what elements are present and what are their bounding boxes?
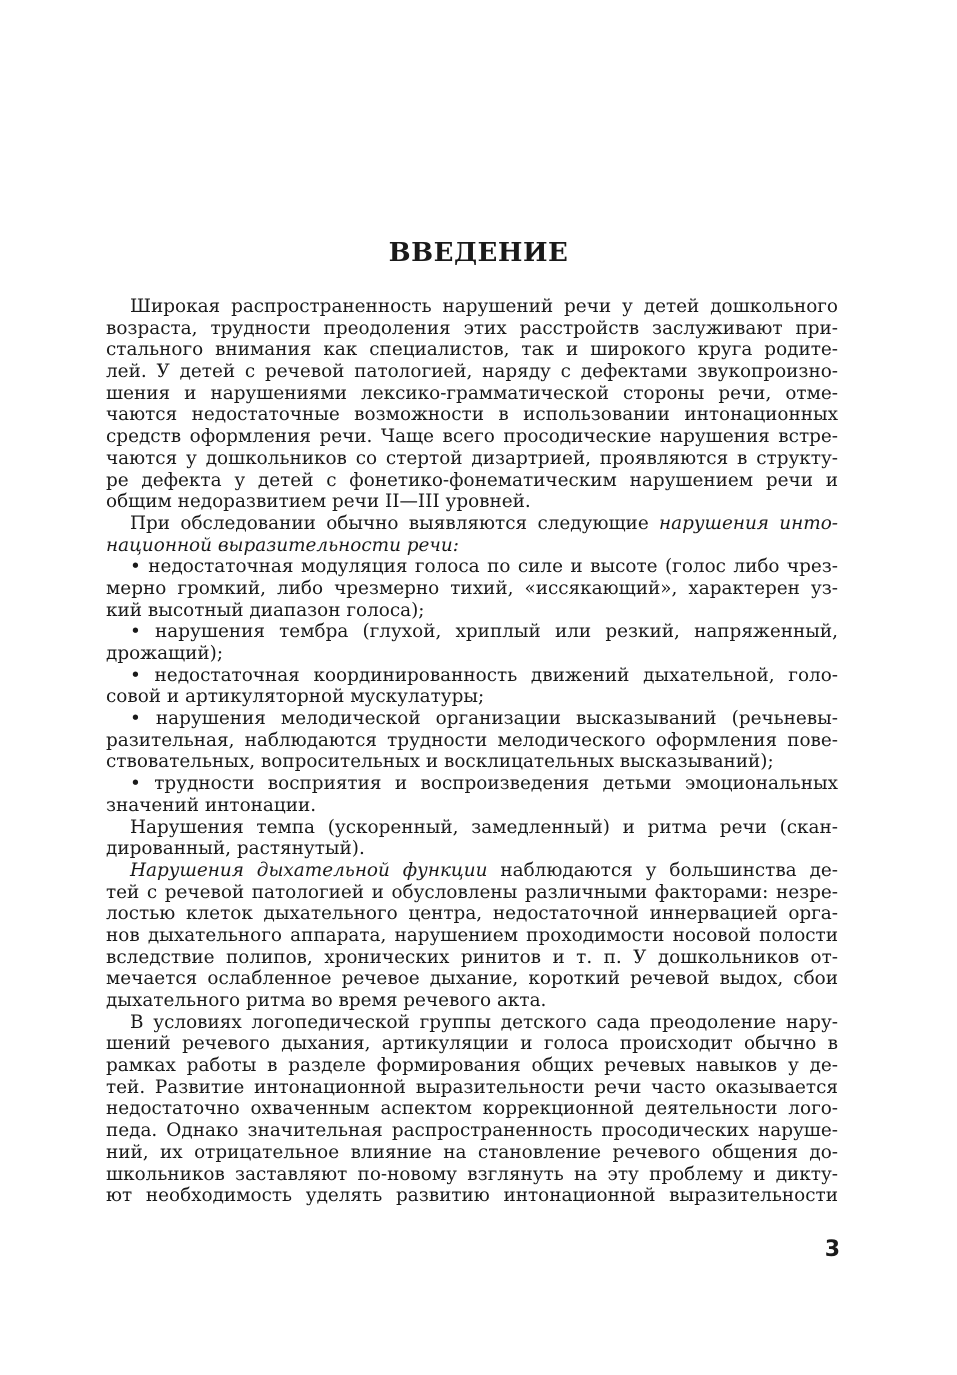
page-number: 3 <box>824 1237 840 1262</box>
text-line <box>106 513 838 535</box>
text-line: чаются у дошкольников со стертой дизартрией, проявляются в структу- <box>106 447 838 469</box>
text-line: ре дефекта у детей с фонетико-фонематическим нарушением речи и <box>106 469 838 491</box>
text-line: чаются недостаточные возможности в использовании интонационных <box>106 404 838 426</box>
text-line: ствовательных, вопросительных и восклицательных высказываний); <box>106 751 774 773</box>
text-line: разительная, наблюдаются трудности мелодического оформления пове- <box>106 729 838 751</box>
text-line: совой и артикуляторной мускулатуры; <box>106 686 485 708</box>
text-run: При обследовании обычно выявляются следующие <box>130 512 660 534</box>
text-line: дыхательного ритма во время речевого акта. <box>106 990 547 1011</box>
text-line: национной выразительности речи: <box>106 534 459 556</box>
text-line: педа. Однако значительная распространенность просодических наруше- <box>106 1120 838 1142</box>
text-line: шений речевого дыхания, артикуляции и голоса происходит обычно в <box>106 1033 838 1055</box>
bullet-line: • нарушения тембра (глухой, хриплый или резкий, напряженный, <box>130 621 838 643</box>
text-line: тей. Развитие интонационной выразительности речи часто оказывается <box>106 1076 838 1098</box>
text-line: В условиях логопедической группы детского сада преодоление нару- <box>130 1011 838 1033</box>
text-line: значений интонации. <box>106 794 317 816</box>
text-line: лостью клеток дыхательного центра, недостаточной иннервацией орга- <box>106 903 838 925</box>
text-line: кий высотный диапазон голоса); <box>106 599 425 621</box>
bullet-line: • трудности восприятия и воспроизведения детьми эмоциональных <box>130 773 838 795</box>
text-line: стального внимания как специалистов, так и широкого круга родите- <box>106 339 838 361</box>
text-line: средств оформления речи. Чаще всего просодические нарушения встре- <box>106 426 838 448</box>
text-line: рамках работы в разделе формирования общих речевых навыков у де- <box>106 1055 838 1077</box>
text-line: Широкая распространенность нарушений речи у детей дошкольного <box>130 296 838 317</box>
text-line: школьников заставляют по-новому взглянуть на эту проблему и дикту- <box>106 1163 838 1185</box>
text-line: лей. У детей с речевой патологией, наряду с дефектами звукопроизно- <box>106 361 838 383</box>
text-line: мерно громкий, либо чрезмерно тихий, «иссякающий», характерен уз- <box>106 577 838 599</box>
text-line: Нарушения темпа (ускоренный, замедленный) и ритма речи (скан- <box>130 816 838 838</box>
bullet-line: • нарушения мелодической организации высказываний (речьневы- <box>130 708 838 730</box>
bullet-line: • недостаточная координированность движений дыхательной, голо- <box>130 664 838 686</box>
text-line <box>106 860 838 882</box>
bullet-line: • недостаточная модуляция голоса по силе и высоте (голос либо чрез- <box>130 556 838 578</box>
italic-term: нарушения инто- <box>659 512 838 534</box>
text-line: ют необходимость уделять развитию интонационной выразительности <box>106 1185 838 1207</box>
text-line: дрожащий); <box>106 643 224 664</box>
text-line: дированный, растянутый). <box>106 838 365 860</box>
italic-term: Нарушения дыхательной функции <box>130 859 488 881</box>
text-line: мечается ослабленное речевое дыхание, короткий речевой выдох, сбои <box>106 968 838 990</box>
text-line: вследствие полипов, хронических ринитов и т. п. У дошкольников от- <box>106 946 838 968</box>
text-line: нов дыхательного аппарата, нарушением проходимости носовой полости <box>106 924 838 946</box>
text-line: возраста, трудности преодоления этих расстройств заслуживают при- <box>106 317 838 339</box>
body-text <box>106 296 838 1207</box>
text-line: общим недоразвитием речи II—III уровней. <box>106 491 531 513</box>
text-line: тей с речевой патологией и обусловлены различными факторами: незре- <box>106 881 838 903</box>
text-line: недостаточно охваченным аспектом коррекционной деятельности лого- <box>106 1098 838 1120</box>
chapter-title: ВВЕДЕНИЕ <box>388 238 569 268</box>
text-line: шения и нарушениями лексико-грамматической стороны речи, отме- <box>106 382 838 404</box>
text-run: наблюдаются у большинства де- <box>487 859 838 881</box>
text-line: ний, их отрицательное влияние на становление речевого общения до- <box>106 1141 838 1163</box>
